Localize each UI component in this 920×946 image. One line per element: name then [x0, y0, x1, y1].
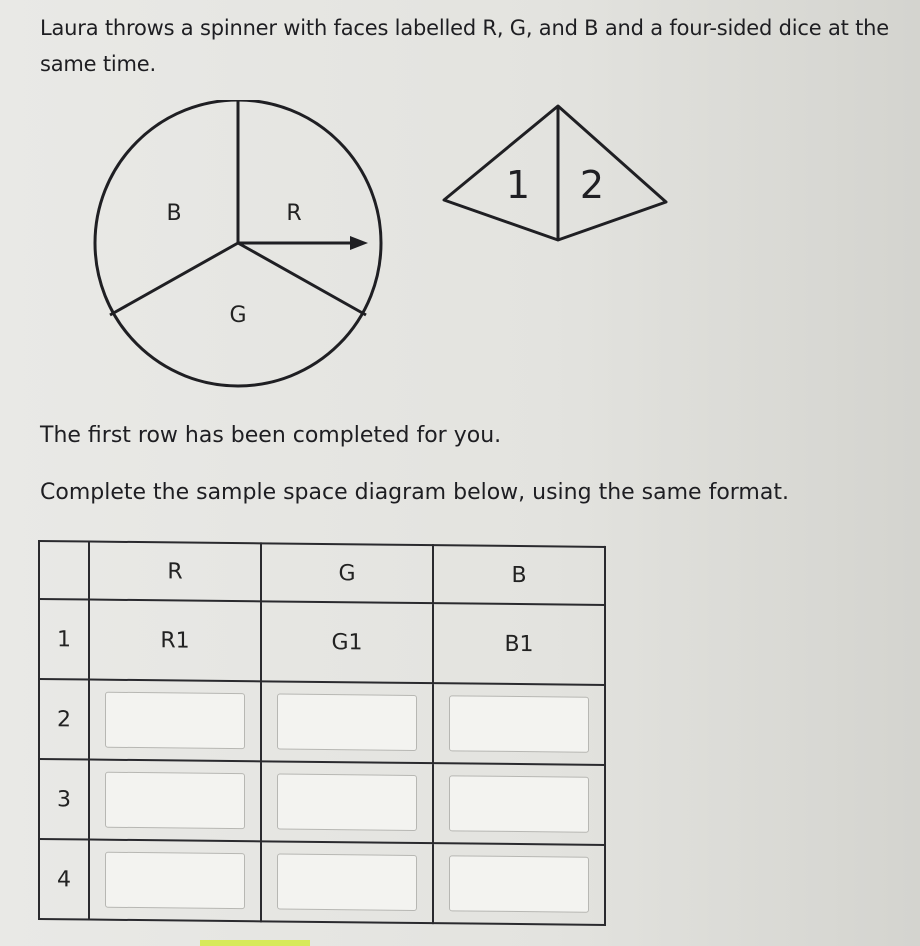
table-corner [39, 541, 89, 600]
answer-input[interactable] [105, 772, 245, 829]
cell-b1 [433, 603, 605, 685]
spinner-label-b: B [166, 201, 182, 226]
four-sided-dice [440, 96, 680, 246]
cell-r2 [89, 680, 261, 762]
answer-text: G1 [331, 629, 363, 655]
answer-text: B1 [504, 631, 534, 657]
row-header-3: 3 [39, 759, 89, 840]
column-header-b: B [433, 545, 605, 605]
instruction-complete: Complete the sample space diagram below, using the same format. [40, 480, 789, 505]
answer-input[interactable] [277, 774, 417, 831]
answer-input[interactable] [105, 852, 245, 909]
spinner-divider-left [110, 243, 238, 315]
cell-g2 [261, 681, 433, 763]
spinner-label-g: G [229, 303, 247, 328]
row-header-1: 1 [39, 599, 89, 680]
dice-outline [444, 106, 666, 240]
table-row [39, 839, 605, 925]
answer-input[interactable] [105, 692, 245, 749]
table-row [39, 759, 605, 845]
cell-g1 [261, 601, 433, 683]
cell-b2 [433, 683, 605, 765]
spinner-label-r: R [286, 201, 302, 226]
cell-b4 [433, 843, 605, 925]
column-header-r: R [89, 542, 261, 602]
cell-g3 [261, 761, 433, 843]
answer-input[interactable] [449, 775, 589, 832]
spinner-divider-right [238, 243, 366, 315]
table-header-row [39, 541, 605, 605]
sample-space-table [38, 540, 606, 926]
cell-r1 [89, 600, 261, 682]
bottom-accent-bar [200, 940, 310, 946]
table-row [39, 679, 605, 765]
dice-face-right: 2 [579, 163, 605, 207]
table-row [39, 599, 605, 685]
column-header-g: G [261, 543, 433, 603]
row-header-2: 2 [39, 679, 89, 760]
cell-g4 [261, 841, 433, 923]
cell-b3 [433, 763, 605, 845]
cell-r3 [89, 760, 261, 842]
question-intro: Laura throws a spinner with faces labelled R, G, and B and a four-sided dice at the same time. [40, 16, 889, 76]
answer-input[interactable] [277, 854, 417, 911]
answer-input[interactable] [277, 694, 417, 751]
dice-face-left: 1 [505, 163, 531, 207]
spinner-arrow-head [350, 236, 368, 250]
answer-text: R1 [160, 627, 190, 654]
row-header-4: 4 [39, 839, 89, 920]
spinner-diagram [86, 100, 396, 400]
instruction-first-row: The ﬁrst row has been completed for you. [40, 423, 502, 448]
answer-input[interactable] [449, 855, 589, 912]
cell-r4 [89, 840, 261, 922]
answer-input[interactable] [449, 695, 589, 752]
